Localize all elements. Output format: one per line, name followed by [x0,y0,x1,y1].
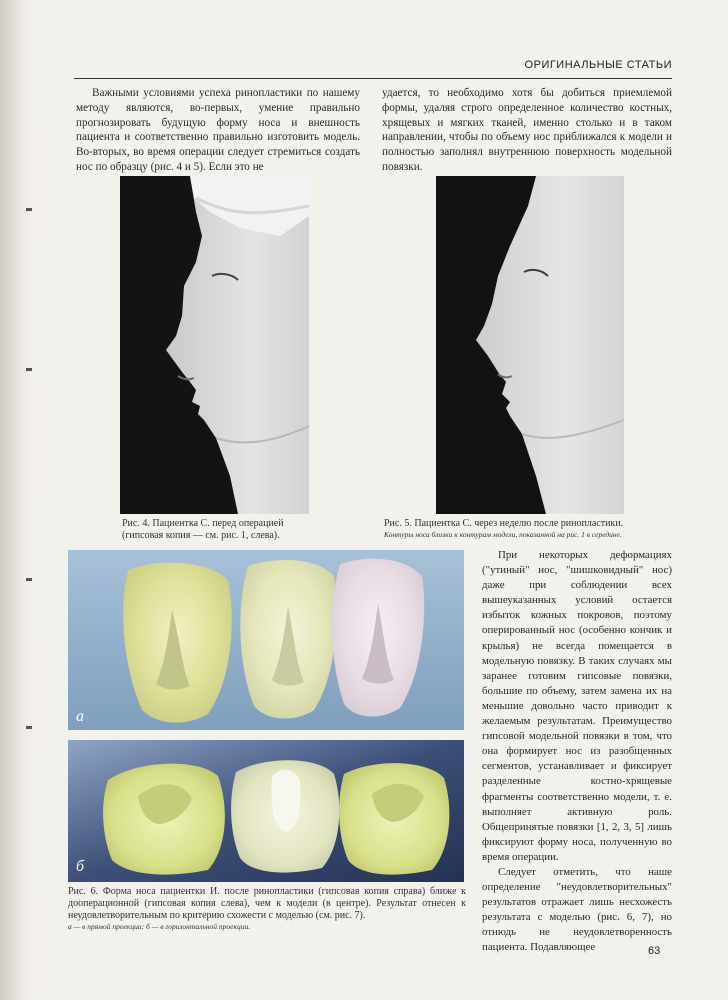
profile-portrait-after [436,176,624,514]
figure-4-caption: Рис. 4. Пациентка С. перед операцией (гипсовая копия — см. рис. 1, слева). [122,518,284,541]
margin-mark [26,578,32,581]
figure-6b-photo [68,740,464,882]
paragraph: При некоторых деформациях ("утиный" нос, "шишковидный" нос) даже при соблюдении всех вышеуказанных условий остается избыток кожных покровов, поэтому оперированный нос (особенно кончик и крылья) не всегда помещается в модельную повязку. В таких случаях мы заранее готовим гипсовые повязки, большие по объему, затем замена их на меньшие довольно часто приводит к желаемым результатам. Преимущество гипсовой модельной повязки в том, что она формирует нос из разобщенных сегментов, устанавливает и фиксирует разделенные костно-хрящевые фрагменты соответственно модели, т. е. выполняет активную роль. Общепринятые повязки [1, 2, 3, 5] лишь фиксируют форму носа, полученную во время операции. [482,549,672,863]
figure-5-caption [384,518,674,540]
plaster-models-frontal [68,550,464,730]
panel-label-a: а [76,708,84,725]
figure-6-caption [68,886,466,932]
running-head: ОРИГИНАЛЬНЫЕ СТАТЬИ [524,59,672,71]
header-rule [74,78,672,79]
page-number: 63 [648,945,661,957]
paragraph: Важными условиями успеха ринопластики по нашему методу являются, во-первых, умение правильно прогнозировать будущую форму носа и внешность пациента и соответственно правильно изготовить модель. Во-вторых, во время операции следует стремиться создать нос по образцу (рис. 4 и 5). Если это не [76,87,360,173]
figure-5-photo [436,176,624,514]
page-gutter-shadow [0,0,38,1000]
margin-mark [26,368,32,371]
margin-mark [26,208,32,211]
text-column-right-lower [482,548,672,956]
figure-4-photo [120,176,309,514]
figure-6a-photo [68,550,464,730]
panel-label-b: б [76,858,85,875]
caption-title: Рис. 6. Форма носа пациентки И. после ринопластики (гипсовая копия справа) ближе к дооперационной (гипсовая копия слева), чем к модели (в центре). Результат отнесен к неудовлетворительным по критерию схожести с моделью (см. рис. 7). [68,886,466,921]
text-column-right [382,86,672,175]
paragraph: Следует отметить, что наше определение "неудовлетворительных" результатов отражает лишь несхожесть результата с моделью (рис. 6, 7), но отнюдь не неудовлетворенность пациента. Подавляющее [482,865,672,954]
caption-note: Контуры носа близки к контурам модели, показанной на рис. 1 в середине. [384,530,622,539]
caption-note: а — в прямой проекции; б — в горизонтальной проекции. [68,922,251,931]
text-column-left [76,86,360,175]
plaster-models-horizontal [68,740,464,882]
profile-portrait-before [120,176,309,514]
margin-mark [26,726,32,729]
caption-title: Рис. 5. Пациентка С. через неделю после ринопластики. [384,518,624,529]
paragraph: удается, то необходимо хотя бы добиться приемлемой формы, удаляя строго определенное количество костных, хрящевых и мягких тканей, именно столько и в таком направлении, чтобы по объему нос приближался к модели и полностью заполнял внутреннюю поверхность модельной повязки. [382,87,672,173]
